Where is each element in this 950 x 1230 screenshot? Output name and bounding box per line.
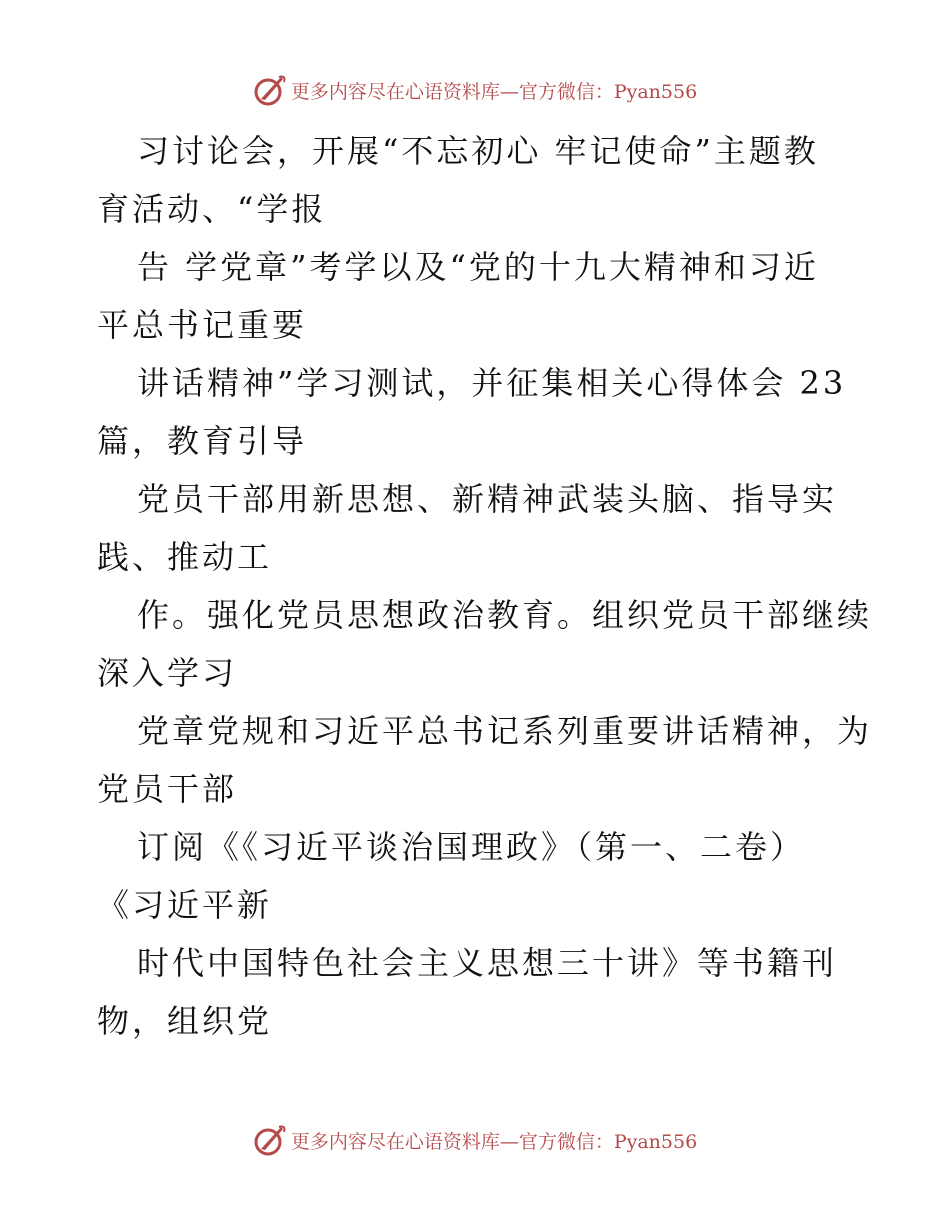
header-watermark (0, 70, 950, 110)
document-body (97, 122, 873, 1050)
text-line: 告 学党章”考学以及“党的十九大精神和习近 (137, 248, 819, 286)
text-line: 物，组织党 (97, 1002, 273, 1040)
text-line: 篇，教育引导 (97, 422, 308, 460)
text-line: 党章党规和习近平总书记系列重要讲话精神，为 (137, 712, 873, 750)
text-line: 《习近平新 (97, 886, 273, 924)
footer-watermark (0, 1120, 950, 1160)
text-line: 党员干部用新思想、新精神武装头脑、指导实 (137, 480, 838, 518)
quill-logo-icon (253, 73, 287, 107)
text-line: 党员干部 (97, 770, 238, 808)
text-line: 作。强化党员思想政治教育。组织党员干部继续 (137, 596, 873, 634)
text-line: 讲话精神”学习测试，并征集相关心得体会 23 (137, 364, 847, 402)
watermark-text: 更多内容尽在心语资料库—官方微信：Pyan556 (290, 1130, 698, 1153)
text-line: 深入学习 (97, 654, 238, 692)
text-line: 践、推动工 (97, 538, 273, 576)
quill-logo-icon (253, 1123, 287, 1157)
text-line: 时代中国特色社会主义思想三十讲》等书籍刊 (137, 944, 838, 982)
text-line: 平总书记重要 (97, 306, 308, 344)
text-line: 习讨论会，开展“不忘初心 牢记使命”主题教 (137, 132, 819, 170)
watermark-text: 更多内容尽在心语资料库—官方微信：Pyan556 (290, 80, 698, 103)
text-line: 育活动、“学报 (97, 190, 327, 228)
text-line: 订阅《《习近平谈治国理政》（第一、二卷） (137, 828, 806, 866)
